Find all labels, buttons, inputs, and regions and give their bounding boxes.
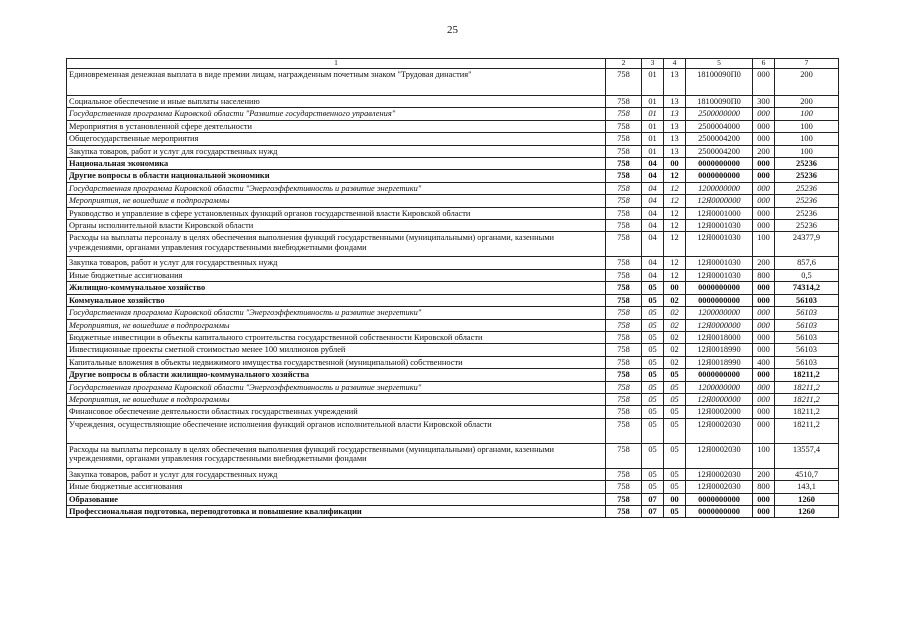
row-expense-type: 000 xyxy=(753,505,775,517)
row-name: Мероприятия, не вошедшие в подпрограммы xyxy=(67,393,606,405)
row-section: 07 xyxy=(642,493,664,505)
row-amount: 18211,2 xyxy=(775,393,839,405)
row-name: Общегосударственные мероприятия xyxy=(67,133,606,145)
table-row xyxy=(67,331,839,343)
row-admin-code: 758 xyxy=(606,493,642,505)
row-name: Коммунальное хозяйство xyxy=(67,294,606,306)
row-name: Учреждения, осуществляющие обеспечение исполнения функций органов исполнительной власти Кировской области xyxy=(67,418,606,443)
row-subsection: 02 xyxy=(664,319,686,331)
row-section: 04 xyxy=(642,232,664,257)
row-name: Жилищно-коммунальное хозяйство xyxy=(67,282,606,294)
row-name: Иные бюджетные ассигнования xyxy=(67,269,606,281)
header-row xyxy=(67,59,839,69)
row-expense-type: 000 xyxy=(753,369,775,381)
row-target-article: 12Я0000000 xyxy=(686,393,753,405)
row-target-article: 12Я0000000 xyxy=(686,319,753,331)
row-section: 04 xyxy=(642,207,664,219)
row-name: Финансовое обеспечение деятельности областных государственных учреждений xyxy=(67,406,606,418)
row-subsection: 02 xyxy=(664,307,686,319)
row-subsection: 02 xyxy=(664,294,686,306)
row-subsection: 13 xyxy=(664,69,686,96)
header-col-5: 5 xyxy=(686,59,753,69)
row-section: 05 xyxy=(642,369,664,381)
table-row xyxy=(67,294,839,306)
row-name: Инвестиционные проекты сметной стоимостью менее 100 миллионов рублей xyxy=(67,344,606,356)
row-name: Образование xyxy=(67,493,606,505)
row-amount: 18211,2 xyxy=(775,406,839,418)
table-row xyxy=(67,108,839,120)
row-section: 04 xyxy=(642,220,664,232)
table-row xyxy=(67,170,839,182)
row-target-article: 2500004200 xyxy=(686,145,753,157)
row-subsection: 12 xyxy=(664,220,686,232)
table-row xyxy=(67,220,839,232)
row-target-article: 18100090П0 xyxy=(686,96,753,108)
row-target-article: 1200000000 xyxy=(686,182,753,194)
header-col-6: 6 xyxy=(753,59,775,69)
header-col-3: 3 xyxy=(642,59,664,69)
row-expense-type: 000 xyxy=(753,406,775,418)
row-target-article: 12Я0001030 xyxy=(686,232,753,257)
row-name: Социальное обеспечение и иные выплаты населению xyxy=(67,96,606,108)
row-name: Расходы на выплаты персоналу в целях обеспечения выполнения функций государственными (муниципальными) органами, казенными учреждениями, органами управления государственными внебюджетными фондами xyxy=(67,443,606,468)
row-admin-code: 758 xyxy=(606,443,642,468)
header-col-2: 2 xyxy=(606,59,642,69)
row-subsection: 00 xyxy=(664,282,686,294)
row-amount: 0,5 xyxy=(775,269,839,281)
row-target-article: 12Я0002030 xyxy=(686,418,753,443)
row-section: 01 xyxy=(642,133,664,145)
row-subsection: 12 xyxy=(664,195,686,207)
row-target-article: 0000000000 xyxy=(686,282,753,294)
table-row xyxy=(67,369,839,381)
table-row xyxy=(67,443,839,468)
table-row xyxy=(67,96,839,108)
row-expense-type: 000 xyxy=(753,182,775,194)
row-admin-code: 758 xyxy=(606,257,642,269)
row-subsection: 05 xyxy=(664,505,686,517)
row-expense-type: 000 xyxy=(753,120,775,132)
row-amount: 857,6 xyxy=(775,257,839,269)
row-section: 05 xyxy=(642,393,664,405)
row-section: 07 xyxy=(642,505,664,517)
row-admin-code: 758 xyxy=(606,369,642,381)
row-admin-code: 758 xyxy=(606,294,642,306)
row-section: 04 xyxy=(642,158,664,170)
row-name: Государственная программа Кировской области "Энергоэффективность и развитие энергетики" xyxy=(67,307,606,319)
row-amount: 13557,4 xyxy=(775,443,839,468)
row-section: 05 xyxy=(642,481,664,493)
table-row xyxy=(67,145,839,157)
row-admin-code: 758 xyxy=(606,356,642,368)
row-target-article: 1200000000 xyxy=(686,307,753,319)
row-admin-code: 758 xyxy=(606,418,642,443)
table-row xyxy=(67,468,839,480)
table-row xyxy=(67,282,839,294)
row-amount: 74314,2 xyxy=(775,282,839,294)
row-section: 05 xyxy=(642,331,664,343)
row-expense-type: 000 xyxy=(753,319,775,331)
row-subsection: 12 xyxy=(664,182,686,194)
row-admin-code: 758 xyxy=(606,207,642,219)
row-subsection: 13 xyxy=(664,108,686,120)
row-admin-code: 758 xyxy=(606,381,642,393)
row-subsection: 05 xyxy=(664,406,686,418)
row-section: 05 xyxy=(642,319,664,331)
row-expense-type: 000 xyxy=(753,69,775,96)
table-row xyxy=(67,381,839,393)
row-amount: 100 xyxy=(775,120,839,132)
row-expense-type: 000 xyxy=(753,108,775,120)
row-amount: 18211,2 xyxy=(775,369,839,381)
row-amount: 25236 xyxy=(775,195,839,207)
row-subsection: 12 xyxy=(664,170,686,182)
row-expense-type: 000 xyxy=(753,158,775,170)
row-amount: 24377,9 xyxy=(775,232,839,257)
table-row xyxy=(67,481,839,493)
row-target-article: 0000000000 xyxy=(686,158,753,170)
row-amount: 25236 xyxy=(775,170,839,182)
row-section: 05 xyxy=(642,406,664,418)
row-amount: 200 xyxy=(775,96,839,108)
row-name: Расходы на выплаты персоналу в целях обеспечения выполнения функций государственными (муниципальными) органами, казенными учреждениями, органами управления государственными внебюджетными фондами xyxy=(67,232,606,257)
row-section: 05 xyxy=(642,282,664,294)
row-subsection: 13 xyxy=(664,120,686,132)
row-target-article: 18100090П0 xyxy=(686,69,753,96)
row-target-article: 12Я0000000 xyxy=(686,195,753,207)
row-section: 05 xyxy=(642,356,664,368)
row-admin-code: 758 xyxy=(606,319,642,331)
row-name: Капитальные вложения в объекты недвижимого имущества государственной (муниципальной) собственности xyxy=(67,356,606,368)
row-subsection: 12 xyxy=(664,207,686,219)
row-target-article: 0000000000 xyxy=(686,505,753,517)
budget-table xyxy=(66,58,839,518)
header-col-7: 7 xyxy=(775,59,839,69)
row-section: 04 xyxy=(642,195,664,207)
row-amount: 25236 xyxy=(775,182,839,194)
row-expense-type: 000 xyxy=(753,133,775,145)
table-row xyxy=(67,307,839,319)
row-amount: 56103 xyxy=(775,294,839,306)
row-target-article: 0000000000 xyxy=(686,369,753,381)
row-admin-code: 758 xyxy=(606,145,642,157)
row-admin-code: 758 xyxy=(606,282,642,294)
table-row xyxy=(67,393,839,405)
row-amount: 4510,7 xyxy=(775,468,839,480)
row-amount: 143,1 xyxy=(775,481,839,493)
row-target-article: 2500004000 xyxy=(686,120,753,132)
row-expense-type: 000 xyxy=(753,207,775,219)
table-row xyxy=(67,257,839,269)
table-row xyxy=(67,344,839,356)
row-admin-code: 758 xyxy=(606,505,642,517)
table-row xyxy=(67,195,839,207)
row-section: 01 xyxy=(642,96,664,108)
row-section: 04 xyxy=(642,170,664,182)
row-expense-type: 000 xyxy=(753,418,775,443)
table-row xyxy=(67,133,839,145)
row-amount: 56103 xyxy=(775,344,839,356)
table-body xyxy=(67,69,839,518)
row-amount: 56103 xyxy=(775,319,839,331)
row-expense-type: 000 xyxy=(753,195,775,207)
table-row xyxy=(67,505,839,517)
row-admin-code: 758 xyxy=(606,108,642,120)
table-row xyxy=(67,182,839,194)
row-target-article: 12Я0018990 xyxy=(686,344,753,356)
row-name: Закупка товаров, работ и услуг для государственных нужд xyxy=(67,468,606,480)
row-admin-code: 758 xyxy=(606,232,642,257)
header-col-4: 4 xyxy=(664,59,686,69)
row-amount: 56103 xyxy=(775,307,839,319)
row-name: Органы исполнительной власти Кировской области xyxy=(67,220,606,232)
row-subsection: 05 xyxy=(664,418,686,443)
row-subsection: 02 xyxy=(664,344,686,356)
table-row xyxy=(67,120,839,132)
row-section: 05 xyxy=(642,344,664,356)
row-section: 05 xyxy=(642,307,664,319)
row-name: Профессиональная подготовка, переподготовка и повышение квалификации xyxy=(67,505,606,517)
row-admin-code: 758 xyxy=(606,133,642,145)
row-admin-code: 758 xyxy=(606,69,642,96)
row-amount: 100 xyxy=(775,133,839,145)
table-row xyxy=(67,418,839,443)
row-section: 05 xyxy=(642,381,664,393)
row-subsection: 12 xyxy=(664,232,686,257)
row-expense-type: 000 xyxy=(753,282,775,294)
row-amount: 25236 xyxy=(775,207,839,219)
table-row xyxy=(67,319,839,331)
row-subsection: 05 xyxy=(664,468,686,480)
row-section: 04 xyxy=(642,182,664,194)
row-admin-code: 758 xyxy=(606,468,642,480)
row-target-article: 12Я0018990 xyxy=(686,356,753,368)
row-amount: 25236 xyxy=(775,158,839,170)
row-subsection: 00 xyxy=(664,158,686,170)
row-target-article: 12Я0001030 xyxy=(686,269,753,281)
row-admin-code: 758 xyxy=(606,344,642,356)
row-expense-type: 800 xyxy=(753,269,775,281)
row-section: 01 xyxy=(642,108,664,120)
table-row xyxy=(67,493,839,505)
row-section: 04 xyxy=(642,257,664,269)
row-subsection: 00 xyxy=(664,493,686,505)
row-admin-code: 758 xyxy=(606,182,642,194)
row-expense-type: 000 xyxy=(753,344,775,356)
row-target-article: 12Я0002030 xyxy=(686,443,753,468)
row-target-article: 1200000000 xyxy=(686,381,753,393)
row-expense-type: 000 xyxy=(753,393,775,405)
table-row xyxy=(67,232,839,257)
table-row xyxy=(67,269,839,281)
row-target-article: 12Я0002030 xyxy=(686,481,753,493)
row-section: 01 xyxy=(642,120,664,132)
row-amount: 56103 xyxy=(775,331,839,343)
row-subsection: 12 xyxy=(664,257,686,269)
row-name: Государственная программа Кировской области "Энергоэффективность и развитие энергетики" xyxy=(67,182,606,194)
row-name: Закупка товаров, работ и услуг для государственных нужд xyxy=(67,145,606,157)
row-admin-code: 758 xyxy=(606,393,642,405)
row-amount: 18211,2 xyxy=(775,418,839,443)
row-subsection: 02 xyxy=(664,356,686,368)
row-target-article: 12Я0002000 xyxy=(686,406,753,418)
row-expense-type: 800 xyxy=(753,481,775,493)
row-expense-type: 100 xyxy=(753,232,775,257)
row-subsection: 13 xyxy=(664,145,686,157)
row-amount: 1260 xyxy=(775,493,839,505)
row-subsection: 05 xyxy=(664,369,686,381)
header-col-1: 1 xyxy=(67,59,606,69)
row-admin-code: 758 xyxy=(606,120,642,132)
row-section: 05 xyxy=(642,443,664,468)
row-amount: 200 xyxy=(775,69,839,96)
row-name: Мероприятия, не вошедшие в подпрограммы xyxy=(67,319,606,331)
row-expense-type: 000 xyxy=(753,307,775,319)
row-name: Бюджетные инвестиции в объекты капитального строительства государственной собственности Кировской области xyxy=(67,331,606,343)
row-expense-type: 000 xyxy=(753,331,775,343)
row-amount: 100 xyxy=(775,145,839,157)
row-name: Руководство и управление в сфере установленных функций органов государственной власти Кировской области xyxy=(67,207,606,219)
row-admin-code: 758 xyxy=(606,158,642,170)
table-row xyxy=(67,207,839,219)
row-subsection: 12 xyxy=(664,269,686,281)
row-amount: 56103 xyxy=(775,356,839,368)
row-subsection: 13 xyxy=(664,96,686,108)
row-subsection: 13 xyxy=(664,133,686,145)
row-expense-type: 000 xyxy=(753,493,775,505)
table-row xyxy=(67,158,839,170)
row-admin-code: 758 xyxy=(606,406,642,418)
row-admin-code: 758 xyxy=(606,481,642,493)
row-expense-type: 000 xyxy=(753,381,775,393)
row-target-article: 0000000000 xyxy=(686,493,753,505)
row-section: 05 xyxy=(642,468,664,480)
row-subsection: 05 xyxy=(664,381,686,393)
row-name: Мероприятия, не вошедшие в подпрограммы xyxy=(67,195,606,207)
row-subsection: 05 xyxy=(664,393,686,405)
row-target-article: 2500004200 xyxy=(686,133,753,145)
row-target-article: 12Я0001030 xyxy=(686,220,753,232)
row-expense-type: 300 xyxy=(753,96,775,108)
page-number: 25 xyxy=(447,24,458,36)
row-expense-type: 000 xyxy=(753,294,775,306)
row-subsection: 02 xyxy=(664,331,686,343)
row-section: 01 xyxy=(642,145,664,157)
row-expense-type: 200 xyxy=(753,468,775,480)
row-expense-type: 000 xyxy=(753,220,775,232)
row-target-article: 12Я0001000 xyxy=(686,207,753,219)
row-section: 05 xyxy=(642,294,664,306)
row-name: Государственная программа Кировской области "Энергоэффективность и развитие энергетики" xyxy=(67,381,606,393)
row-amount: 1260 xyxy=(775,505,839,517)
row-name: Другие вопросы в области жилищно-коммунального хозяйства xyxy=(67,369,606,381)
row-target-article: 12Я0018000 xyxy=(686,331,753,343)
row-admin-code: 758 xyxy=(606,220,642,232)
row-expense-type: 100 xyxy=(753,443,775,468)
row-admin-code: 758 xyxy=(606,307,642,319)
row-target-article: 12Я0001030 xyxy=(686,257,753,269)
row-subsection: 05 xyxy=(664,443,686,468)
row-expense-type: 200 xyxy=(753,257,775,269)
row-admin-code: 758 xyxy=(606,269,642,281)
row-target-article: 0000000000 xyxy=(686,294,753,306)
row-name: Закупка товаров, работ и услуг для государственных нужд xyxy=(67,257,606,269)
row-admin-code: 758 xyxy=(606,170,642,182)
row-target-article: 2500000000 xyxy=(686,108,753,120)
row-admin-code: 758 xyxy=(606,96,642,108)
row-subsection: 05 xyxy=(664,481,686,493)
row-section: 04 xyxy=(642,269,664,281)
row-name: Иные бюджетные ассигнования xyxy=(67,481,606,493)
row-name: Другие вопросы в области национальной экономики xyxy=(67,170,606,182)
row-amount: 100 xyxy=(775,108,839,120)
row-name: Национальная экономика xyxy=(67,158,606,170)
table-row xyxy=(67,406,839,418)
row-name: Государственная программа Кировской области "Развитие государственного управления" xyxy=(67,108,606,120)
row-expense-type: 400 xyxy=(753,356,775,368)
table-row xyxy=(67,356,839,368)
row-amount: 25236 xyxy=(775,220,839,232)
row-target-article: 0000000000 xyxy=(686,170,753,182)
row-admin-code: 758 xyxy=(606,331,642,343)
row-expense-type: 200 xyxy=(753,145,775,157)
row-admin-code: 758 xyxy=(606,195,642,207)
row-section: 01 xyxy=(642,69,664,96)
row-name: Единовременная денежная выплата в виде премии лицам, награжденным почетным знаком "Трудовая династия" xyxy=(67,69,606,96)
row-amount: 18211,2 xyxy=(775,381,839,393)
row-target-article: 12Я0002030 xyxy=(686,468,753,480)
row-expense-type: 000 xyxy=(753,170,775,182)
row-section: 05 xyxy=(642,418,664,443)
table-row xyxy=(67,69,839,96)
row-name: Мероприятия в установленной сфере деятельности xyxy=(67,120,606,132)
